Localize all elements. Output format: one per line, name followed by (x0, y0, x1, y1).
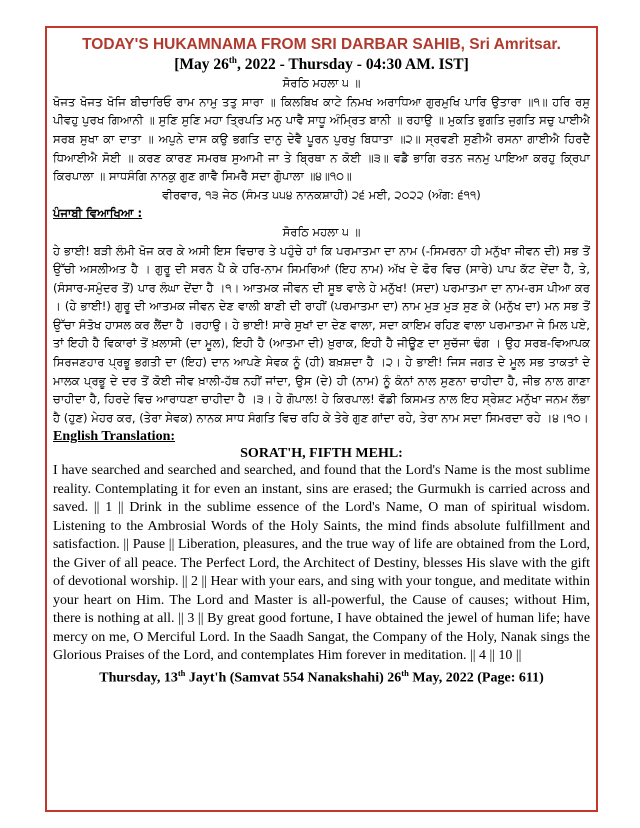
footer-part1: Thursday, 13 (99, 670, 178, 686)
vyakhya-heading: ਸੋਰਠਿ ਮਹਲਾ ੫ ॥ (282, 224, 361, 239)
hukam-date-line: ਵੀਰਵਾਰ, ੧੩ ਜੇਠ (ਸੰਮਤ ੫੫੪ ਨਾਨਕਸ਼ਾਹੀ) ੨੬ ਮਈ, ੨੦੨੨ (ਅੰਗ: ੬੧੧) (162, 187, 481, 202)
page-border (45, 26, 598, 812)
hukam-heading: ਸੋਰਠਿ ਮਹਲਾ ੫ ॥ (282, 76, 361, 91)
english-text: I have searched and searched and searched, and found that the Lord's Name is the most sublime reality. Contemplating it for even an instant, sins are erased; the Gurmukh is carried across and saved. || 1 || Drink in the sublime essence of the Lord's Name, O man of spiritual wisdom. Listening to the Ambrosial Words of the Holy Saints, the mind finds absolute fulfillment and satisfaction. || Pause || Liberation, pleasures, and the true way of life are obtained from the Lord, the Giver of all peace. The Perfect Lord, the Architect of Destiny, blesses His slave with the gift of devotional worship. || 2 || Hear with your ears, and sing with your tongue, and meditate within your heart on Him. The Lord and Master is all-powerful, the Cause of causes; without Him, there is nothing at all. || 3 || By great good fortune, I have obtained the jewel of human life; have mercy on me, O Merciful Lord. In the Saadh Sangat, the Company of the Holy, Nanak sings the Glorious Praises of the Lord, and contemplates Him forever in meditation. || 4 || 10 || (53, 463, 590, 664)
english-label: English Translation: (53, 429, 176, 445)
date-pre: [May 26 (174, 56, 229, 74)
english-heading: SORAT'H, FIFTH MEHL: (240, 446, 403, 462)
date-line (53, 55, 590, 74)
vyakhya-text: ਹੇ ਭਾਈ! ਬੜੀ ਲੰਮੀ ਖੋਜ ਕਰ ਕੇ ਅਸੀ ਇਸ ਵਿਚਾਰ ਤੇ ਪਹੁੰਚੇ ਹਾਂ ਕਿ ਪਰਮਾਤਮਾ ਦਾ ਨਾਮ (-ਸਿਮਰਨਾ ਹੀ ਮਨੁੱਖਾ ਜੀਵਨ ਦੀ) ਸਭ ਤੋਂ ਉੱਚੀ ਅਸਲੀਅਤ ਹੈ । ਗੁਰੂ ਦੀ ਸਰਨ ਪੈ ਕੇ ਹਰਿ-ਨਾਮ ਸਿਮਰਿਆਂ (ਇਹ ਨਾਮ) ਅੱਖ ਦੇ ਫੋਰ ਵਿਚ (ਸਾਰੇ) ਪਾਪ ਕੱਟ ਦੇਂਦਾ ਹੈ, ਤੇ, (ਸੰਸਾਰ-ਸਮੁੰਦਰ ਤੋਂ) ਪਾਰ ਲੰਘਾ ਦੇਂਦਾ ਹੈ ।੧। ਆਤਮਕ ਜੀਵਨ ਦੀ ਸੂਝ ਵਾਲੇ ਹੇ ਮਨੁੱਖ! (ਸਦਾ) ਪਰਮਾਤਮਾ ਦਾ ਨਾਮ-ਰਸ ਪੀਆ ਕਰ । (ਹੇ ਭਾਈ!) ਗੁਰੂ ਦੀ ਆਤਮਕ ਜੀਵਨ ਦੇਣ ਵਾਲੀ ਬਾਣੀ ਦੀ ਰਾਹੀਂ (ਪਰਮਾਤਮਾ ਦਾ) ਨਾਮ ਮੁੜ ਮੁੜ ਸੁਣ ਕੇ (ਮਨੁੱਖ ਦਾ) ਮਨ ਸਭ ਤੋਂ ਉੱਚਾ ਸੰਤੋਖ ਹਾਸਲ ਕਰ ਲੈਂਦਾ ਹੈ ।ਰਹਾਉ। ਹੇ ਭਾਈ! ਸਾਰੇ ਸੁਖਾਂ ਦਾ ਦੇਣ ਵਾਲਾ, ਸਦਾ ਕਾਇਮ ਰਹਿਣ ਵਾਲਾ ਪਰਮਾਤਮਾ ਜੇ ਮਿਲ ਪਏ, ਤਾਂ ਇਹੀ ਹੈ ਵਿਕਾਰਾਂ ਤੋਂ ਖ਼ਲਾਸੀ (ਦਾ ਮੂਲ), ਇਹੀ ਹੈ (ਆਤਮਾ ਦੀ) ਖ਼ੁਰਾਕ, ਇਹੀ ਹੈ ਜੀਊਣ ਦਾ ਸੁਚੱਜਾ ਢੰਗ । ਉਹ ਸਰਬ-ਵਿਆਪਕ ਸਿਰਜਣਹਾਰ ਪ੍ਰਭੂ ਭਗਤੀ ਦਾ (ਇਹ) ਦਾਨ ਆਪਣੇ ਸੇਵਕ ਨੂੰ (ਹੀ) ਬਖ਼ਸ਼ਦਾ ਹੈ ।੨। ਹੇ ਭਾਈ! ਜਿਸ ਜਗਤ ਦੇ ਮੂਲ ਸਭ ਤਾਕਤਾਂ ਦੇ ਮਾਲਕ ਪ੍ਰਭੂ ਦੇ ਦਰ ਤੋਂ ਕੋਈ ਜੀਵ ਖ਼ਾਲੀ-ਹੱਥ ਨਹੀਂ ਜਾਂਦਾ, ਉਸ (ਦੇ) ਹੀ (ਨਾਮ) ਨੂੰ ਕੰਨਾਂ ਨਾਲ ਸੁਣਨਾ ਚਾਹੀਦਾ ਹੈ, ਜੀਭ ਨਾਲ ਗਾਣਾ ਚਾਹੀਦਾ ਹੈ, ਹਿਰਦੇ ਵਿਚ ਆਰਾਧਣਾ ਚਾਹੀਦਾ ਹੈ ।੩। ਹੇ ਗੋਪਾਲ! ਹੇ ਕਿਰਪਾਲ! ਵੱਡੀ ਕਿਸਮਤ ਨਾਲ ਇਹ ਸ੍ਰੇਸ਼ਟ ਮਨੁੱਖਾ ਜਨਮ ਲੱਭਾ ਹੈ (ਹੁਣ) ਮੇਹਰ ਕਰ, (ਤੇਰਾ ਸੇਵਕ) ਨਾਨਕ ਸਾਧ ਸੰਗਤਿ ਵਿਚ ਰਹਿ ਕੇ ਤੇਰੇ ਗੁਣ ਗਾਂਦਾ ਰਹੇ, ਤੇਰਾ ਨਾਮ ਸਦਾ ਸਿਮਰਦਾ ਰਹੇ ।੪।੧੦। (53, 243, 590, 425)
date-post: , 2022 - Thursday - 04:30 AM. IST] (236, 56, 469, 74)
date-sup: th (228, 55, 237, 65)
footer-sup2: th (401, 667, 409, 678)
vyakhya-label: ਪੰਜਾਬੀ ਵਿਆਖਿਆ : (53, 206, 143, 221)
page-content (53, 32, 590, 806)
page-title: TODAY'S HUKAMNAMA FROM SRI DARBAR SAHIB, Sri Amritsar. (82, 36, 561, 53)
footer-part2: Jayt'h (Samvat 554 Nanakshahi) 26 (185, 670, 402, 686)
hukam-text: ਖੋਜਤ ਖੋਜਤ ਖੋਜਿ ਬੀਚਾਰਿਓ ਰਾਮ ਨਾਮੁ ਤਤੁ ਸਾਰਾ ॥ ਕਿਲਬਿਖ ਕਾਟੇ ਨਿਮਖ ਅਰਾਧਿਆ ਗੁਰਮੁਖਿ ਪਾਰਿ ਉਤਾਰਾ ॥੧॥ ਹਰਿ ਰਸੁ ਪੀਵਹੁ ਪੁਰਖ ਗਿਆਨੀ ॥ ਸੁਣਿ ਸੁਣਿ ਮਹਾ ਤ੍ਰਿਪਤਿ ਮਨੁ ਪਾਵੈ ਸਾਧੂ ਅੰਮ੍ਰਿਤ ਬਾਨੀ ॥ ਰਹਾਉ ॥ ਮੁਕਤਿ ਭੁਗਤਿ ਜੁਗਤਿ ਸਚੁ ਪਾਈਐ ਸਰਬ ਸੁਖਾ ਕਾ ਦਾਤਾ ॥ ਅਪੁਨੇ ਦਾਸ ਕਉ ਭਗਤਿ ਦਾਨੁ ਦੇਵੈ ਪੂਰਨ ਪੁਰਖੁ ਬਿਧਾਤਾ ॥੨॥ ਸ੍ਰਵਣੀ ਸੁਣੀਐ ਰਸਨਾ ਗਾਈਐ ਹਿਰਦੈ ਧਿਆਈਐ ਸੋਈ ॥ ਕਰਣ ਕਾਰਣ ਸਮਰਥ ਸੁਆਮੀ ਜਾ ਤੇ ਬ੍ਰਿਥਾ ਨ ਕੋਈ ॥੩॥ ਵਡੈ ਭਾਗਿ ਰਤਨ ਜਨਮੁ ਪਾਇਆ ਕਰਹੁ ਕ੍ਰਿਪਾ ਕਿਰਪਾਲਾ ॥ ਸਾਧਸੰਗਿ ਨਾਨਕੁ ਗੁਣ ਗਾਵੈ ਸਿਮਰੈ ਸਦਾ ਗੋੁਪਾਲਾ ॥੪॥੧੦॥ (53, 94, 590, 184)
footer-sup1: th (177, 667, 186, 678)
footer-part3: May, 2022 (Page: 611) (408, 670, 544, 686)
footer-date (53, 668, 590, 687)
